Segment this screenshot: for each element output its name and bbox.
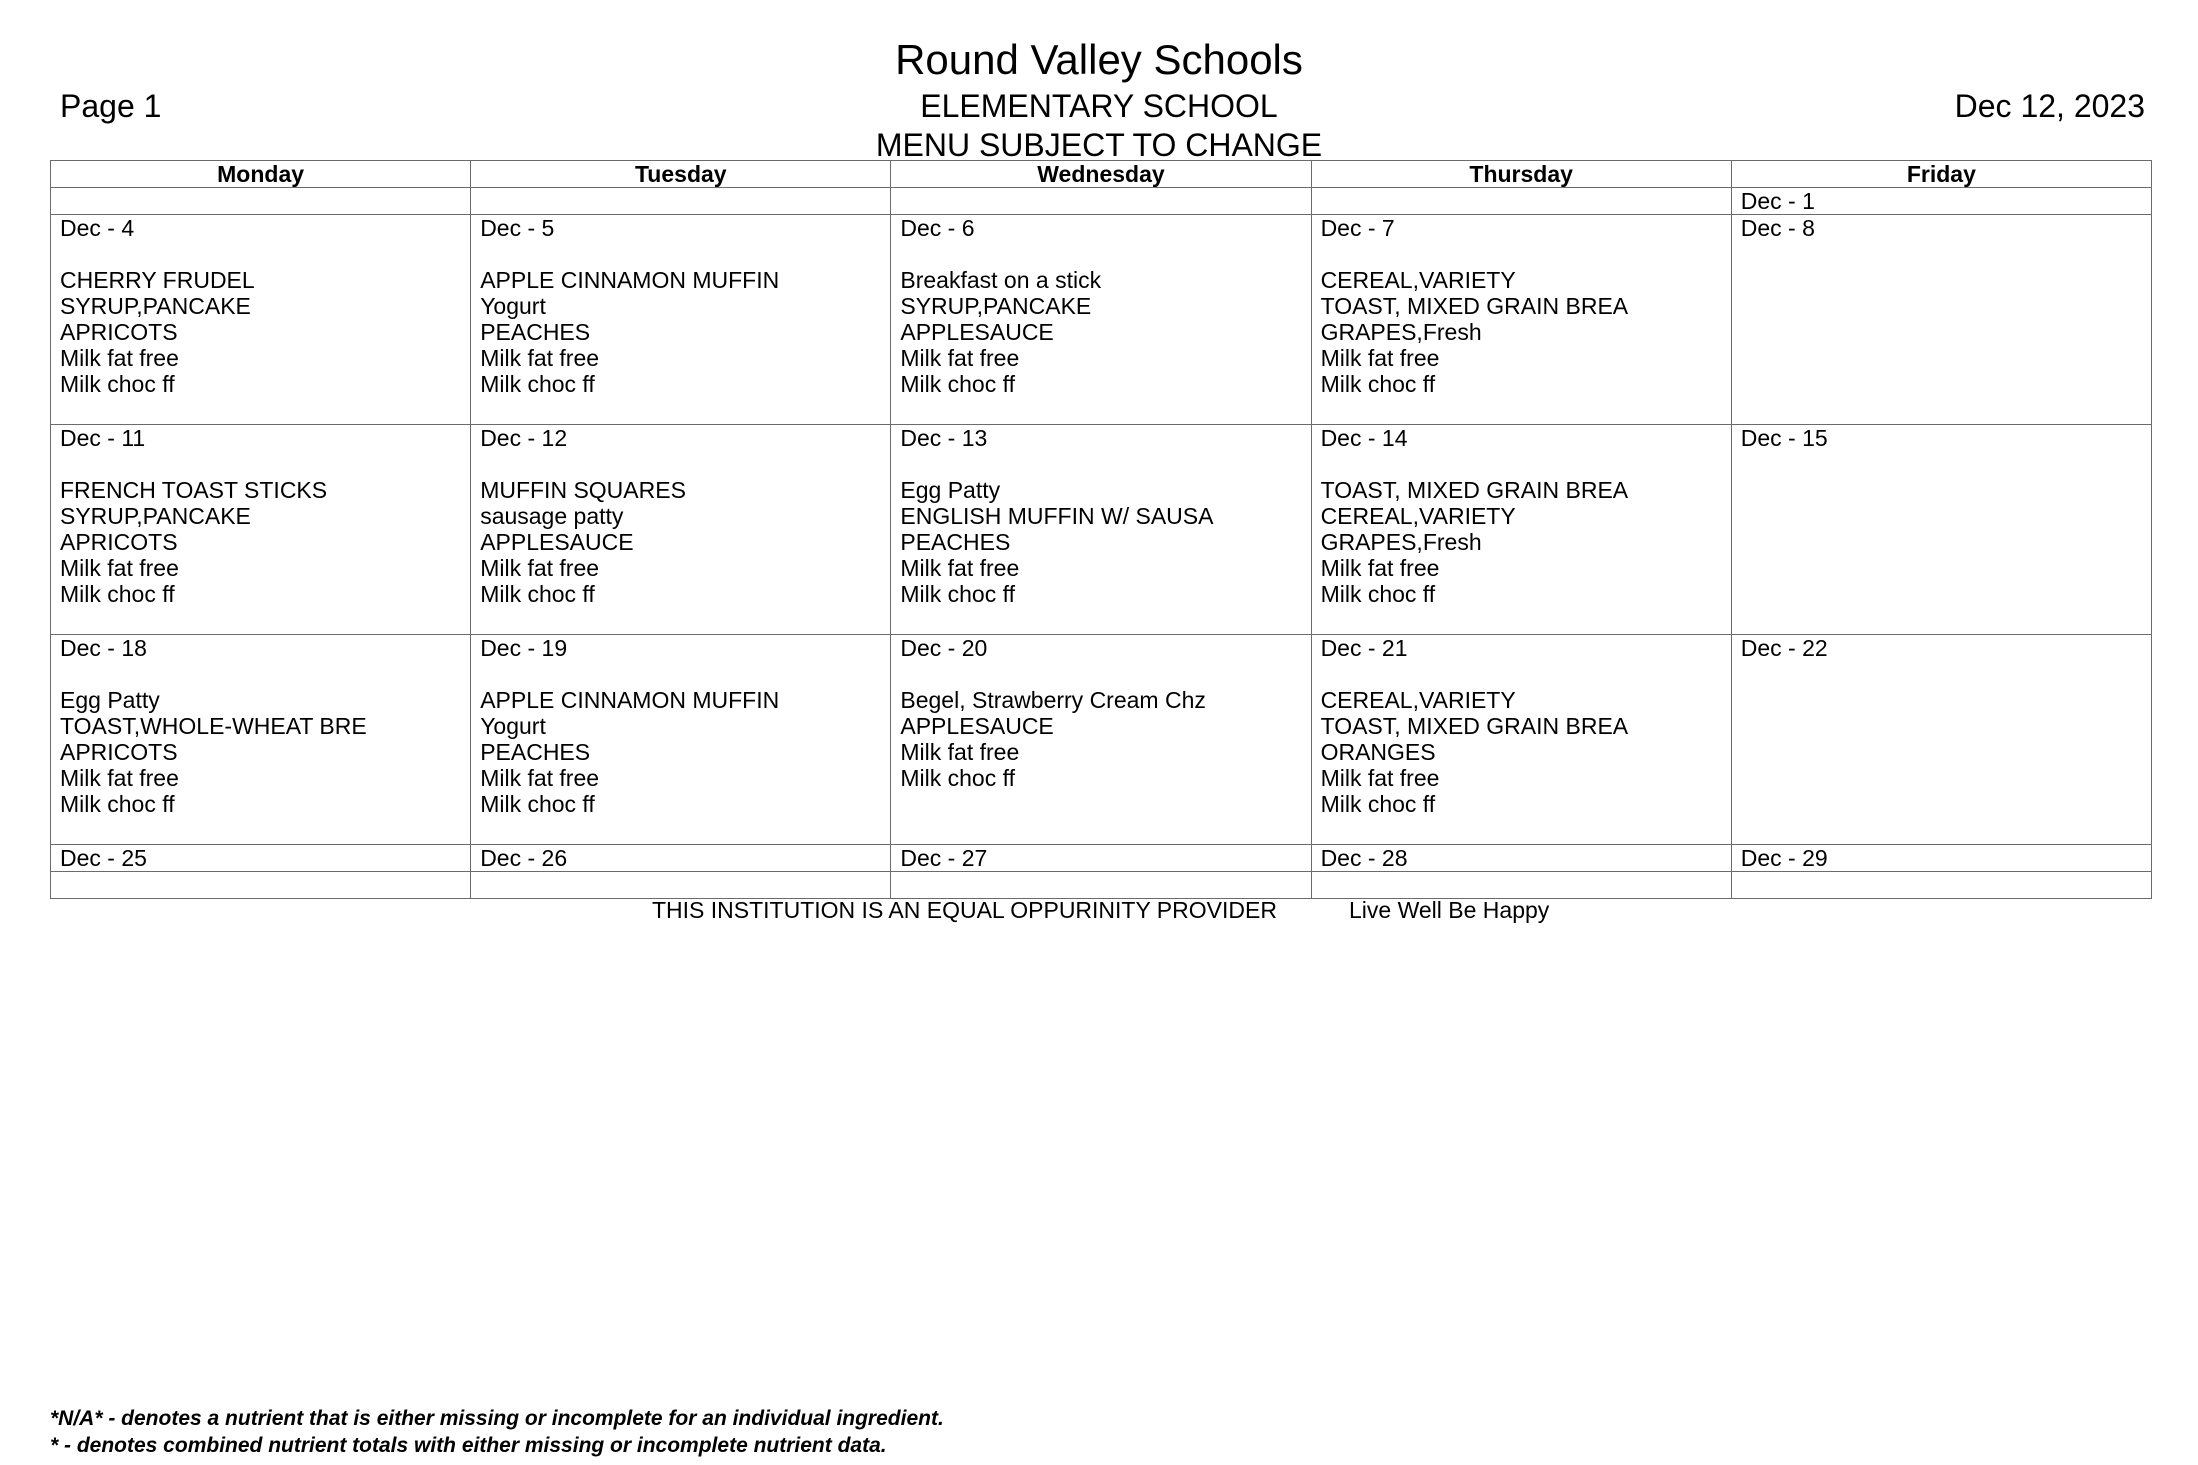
day-date: Dec - 21 <box>1320 635 1408 661</box>
week-row <box>51 635 2152 845</box>
day-cell-monday <box>51 215 471 425</box>
menu-item: Milk choc ff <box>1320 791 1436 817</box>
menu-item: APPLESAUCE <box>480 529 634 555</box>
menu-item: Milk fat free <box>60 555 179 581</box>
menu-item: Milk fat free <box>900 739 1020 765</box>
day-cell-monday <box>51 188 471 215</box>
day-cell-friday <box>1731 845 2151 872</box>
blank-cell <box>51 872 471 899</box>
day-cell-friday <box>1731 635 2151 845</box>
menu-item: APRICOTS <box>60 319 178 345</box>
menu-item: Milk fat free <box>480 345 600 371</box>
menu-item: Milk fat free <box>1320 765 1440 791</box>
day-date: Dec - 13 <box>900 425 988 451</box>
day-cell-tuesday <box>471 635 891 845</box>
menu-item: Milk choc ff <box>1320 371 1436 397</box>
day-date: Dec - 11 <box>60 425 146 451</box>
day-cell-monday <box>51 425 471 635</box>
menu-item: GRAPES,Fresh <box>1320 319 1482 345</box>
day-date: Dec - 22 <box>1740 635 1828 661</box>
day-date: Dec - 1 <box>1740 188 1815 214</box>
day-date: Dec - 29 <box>1740 845 1828 871</box>
day-header-wednesday: Wednesday <box>891 161 1311 188</box>
day-cell-tuesday <box>471 215 891 425</box>
menu-item: Milk choc ff <box>480 581 595 607</box>
day-cell-wednesday <box>891 635 1311 845</box>
menu-item: Milk choc ff <box>900 765 1015 791</box>
menu-item: APPLESAUCE <box>900 713 1054 739</box>
day-date: Dec - 25 <box>60 845 147 871</box>
day-cell-monday <box>51 845 471 872</box>
blank-row <box>51 872 2152 899</box>
menu-item: Egg Patty <box>900 477 1001 503</box>
motto: Live Well Be Happy <box>1349 897 1550 923</box>
menu-item: ENGLISH MUFFIN W/ SAUSA <box>900 503 1214 529</box>
menu-item: TOAST, MIXED GRAIN BREA <box>1320 713 1629 739</box>
day-header-tuesday: Tuesday <box>471 161 891 188</box>
day-date <box>60 188 470 214</box>
blank-cell <box>1311 872 1731 899</box>
menu-item: FRENCH TOAST STICKS <box>60 477 328 503</box>
day-date: Dec - 15 <box>1740 425 1828 451</box>
menu-item: Milk fat free <box>480 765 600 791</box>
day-date: Dec - 6 <box>900 215 975 241</box>
blank-cell <box>1731 872 2151 899</box>
day-date: Dec - 18 <box>60 635 147 661</box>
menu-item: Milk fat free <box>480 555 600 581</box>
day-header-monday: Monday <box>51 161 471 188</box>
menu-item: Yogurt <box>480 713 546 739</box>
day-date <box>900 188 1310 214</box>
school-level: ELEMENTARY SCHOOL <box>920 88 1278 124</box>
menu-item: Milk fat free <box>1320 345 1440 371</box>
day-cell-friday <box>1731 188 2151 215</box>
day-cell-wednesday <box>891 425 1311 635</box>
menu-notice: MENU SUBJECT TO CHANGE <box>875 127 1323 163</box>
day-cell-wednesday <box>891 845 1311 872</box>
footnote-na: *N/A* - denotes a nutrient that is either missing or incomplete for an individual ingredient. <box>50 1407 944 1430</box>
menu-item: Milk fat free <box>60 345 179 371</box>
menu-item: ORANGES <box>1320 739 1436 765</box>
menu-item: PEACHES <box>480 739 591 765</box>
week-row <box>51 215 2152 425</box>
menu-item: PEACHES <box>900 529 1011 555</box>
menu-item: TOAST, MIXED GRAIN BREA <box>1320 293 1629 319</box>
day-date: Dec - 19 <box>480 635 568 661</box>
menu-item: Breakfast on a stick <box>900 267 1102 293</box>
week-row <box>51 845 2152 872</box>
day-date: Dec - 4 <box>60 215 135 241</box>
menu-item: Milk fat free <box>900 345 1020 371</box>
menu-item: APPLE CINNAMON MUFFIN <box>480 267 780 293</box>
week-row <box>51 188 2152 215</box>
day-cell-thursday <box>1311 188 1731 215</box>
day-header-thursday: Thursday <box>1311 161 1731 188</box>
menu-item: Milk fat free <box>1320 555 1440 581</box>
day-cell-tuesday <box>471 845 891 872</box>
menu-calendar-table <box>50 160 2152 899</box>
school-name: Round Valley Schools <box>895 36 1303 83</box>
day-cell-thursday <box>1311 635 1731 845</box>
menu-item: CEREAL,VARIETY <box>1320 267 1516 293</box>
day-cell-thursday <box>1311 425 1731 635</box>
menu-item: sausage patty <box>480 503 624 529</box>
blank-cell <box>891 872 1311 899</box>
day-date: Dec - 5 <box>480 215 555 241</box>
day-cell-wednesday <box>891 215 1311 425</box>
menu-item: Milk choc ff <box>480 791 595 817</box>
menu-item: Milk choc ff <box>480 371 595 397</box>
day-date: Dec - 28 <box>1320 845 1408 871</box>
menu-item: CEREAL,VARIETY <box>1320 687 1516 713</box>
menu-item: GRAPES,Fresh <box>1320 529 1482 555</box>
footnote-star: * - denotes combined nutrient totals with either missing or incomplete nutrient data. <box>50 1434 887 1457</box>
menu-item: PEACHES <box>480 319 591 345</box>
menu-item: SYRUP,PANCAKE <box>900 293 1092 319</box>
menu-item: Milk fat free <box>60 765 179 791</box>
day-date: Dec - 12 <box>480 425 568 451</box>
day-date <box>1321 188 1731 214</box>
menu-item: Milk choc ff <box>60 791 175 817</box>
day-date: Dec - 8 <box>1740 215 1815 241</box>
day-date: Dec - 20 <box>900 635 988 661</box>
day-date <box>480 188 890 214</box>
day-date: Dec - 26 <box>480 845 568 871</box>
menu-item: MUFFIN SQUARES <box>480 477 686 503</box>
day-cell-monday <box>51 635 471 845</box>
menu-item: Milk choc ff <box>1320 581 1436 607</box>
menu-item: Begel, Strawberry Cream Chz <box>900 687 1206 713</box>
menu-item: TOAST,WHOLE-WHEAT BRE <box>60 713 367 739</box>
menu-item: Milk choc ff <box>60 371 175 397</box>
day-date: Dec - 14 <box>1320 425 1408 451</box>
day-cell-friday <box>1731 425 2151 635</box>
report-date: Dec 12, 2023 <box>1954 88 2145 124</box>
day-header-friday: Friday <box>1731 161 2151 188</box>
menu-item: Egg Patty <box>60 687 160 713</box>
menu-item: SYRUP,PANCAKE <box>60 503 251 529</box>
menu-item: CHERRY FRUDEL <box>60 267 255 293</box>
day-cell-tuesday <box>471 188 891 215</box>
menu-item: APRICOTS <box>60 529 178 555</box>
menu-item: CEREAL,VARIETY <box>1320 503 1516 529</box>
menu-item: Milk choc ff <box>900 371 1015 397</box>
day-cell-wednesday <box>891 188 1311 215</box>
week-row <box>51 425 2152 635</box>
day-header-row <box>51 161 2152 188</box>
page-number: Page 1 <box>60 88 162 124</box>
day-date: Dec - 7 <box>1320 215 1395 241</box>
day-cell-thursday <box>1311 845 1731 872</box>
menu-item: SYRUP,PANCAKE <box>60 293 251 319</box>
menu-item: Milk fat free <box>900 555 1020 581</box>
day-cell-thursday <box>1311 215 1731 425</box>
menu-item: Milk choc ff <box>60 581 175 607</box>
menu-item: APPLESAUCE <box>900 319 1054 345</box>
day-cell-tuesday <box>471 425 891 635</box>
menu-item: APPLE CINNAMON MUFFIN <box>480 687 780 713</box>
equal-opportunity-statement: THIS INSTITUTION IS AN EQUAL OPPURINITY PROVIDER <box>652 897 1277 923</box>
day-cell-friday <box>1731 215 2151 425</box>
menu-item: Yogurt <box>480 293 546 319</box>
menu-item: TOAST, MIXED GRAIN BREA <box>1320 477 1629 503</box>
day-date: Dec - 27 <box>900 845 988 871</box>
menu-item: Milk choc ff <box>900 581 1015 607</box>
blank-cell <box>471 872 891 899</box>
menu-item: APRICOTS <box>60 739 178 765</box>
